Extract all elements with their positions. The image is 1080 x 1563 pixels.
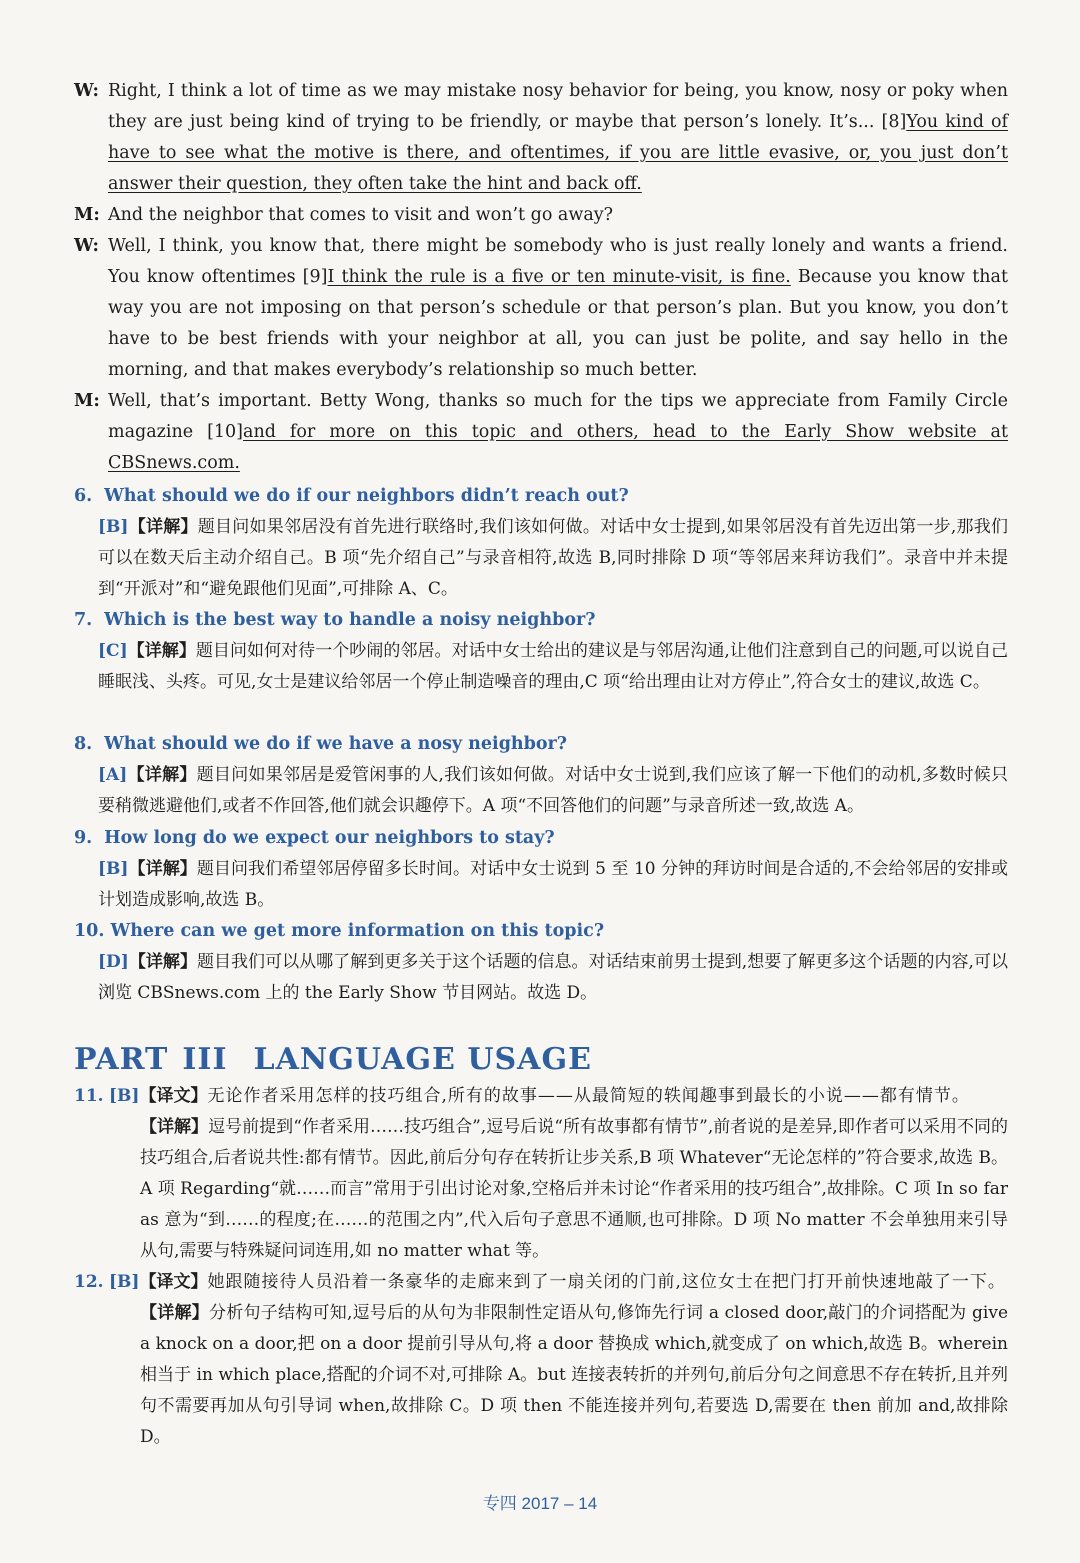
question-block [74, 916, 1008, 1009]
question-block [74, 823, 1008, 916]
exercise-detail: 【详解】分析句子结构可知,逗号后的从句为非限制性定语从句,修饰先行词 a closed door,敲门的介词搭配为 give a knock on a door,把 on a door 提前引导从句,将 a door 替换成 which,就变成了 on which,故选 B。wherein 相当于 in which place,搭配的介词不对,可排除 A。but 连接表转折的并列句,前后分句之间意思不存在转折,且并列句不需要再加从句引导词 when,故排除 C。D 项 then 不能连接并列句,若要选 D,需要在 then 前加 and,故排除 D。 [140, 1303, 1009, 1447]
underlined-answer: I think the rule is a five or ten minute-visit, is fine. [327, 267, 791, 287]
section-heading: PART III LANGUAGE USAGE [74, 1042, 592, 1077]
dialogue-turn [74, 200, 1008, 231]
exercise-block [74, 1081, 1008, 1267]
underlined-answer: You kind of have to see what the motive is there, and oftentimes, if you are little evasive, or, you just don’t answer their question, they often take the hint and back off. [108, 112, 1008, 194]
answer-explanation: [B]【详解】题目问如果邻居没有首先进行联络时,我们该如何做。对话中女士提到,如果邻居没有首先迈出第一步,那我们可以在数天后主动介绍自己。B 项“先介绍自己”与录音相符,故选 B,同时排除 D 项“等邻居来拜访我们”。录音中并未提到“开派对”和“避免跟他们见面”,可排除 A、C。 [98, 517, 1009, 599]
question-block [74, 481, 1008, 605]
exercise-translation: 12. [B]【译文】她跟随接待人员沿着一条豪华的走廊来到了一扇关闭的门前,这位女士在把门打开前快速地敲了一下。 [74, 1272, 1006, 1292]
answer-explanation: [D]【详解】题目我们可以从哪了解到更多关于这个话题的信息。对话结束前男士提到,想要了解更多这个话题的内容,可以浏览 CBSnews.com 上的 the Early Show 节目网站。故选 D。 [98, 952, 1009, 1003]
question-title: 6. What should we do if our neighbors didn’t reach out? [74, 486, 629, 506]
answer-explanation: [A]【详解】题目问如果邻居是爱管闲事的人,我们该如何做。对话中女士说到,我们应该了解一下他们的动机,多数时候只要稍微逃避他们,或者不作回答,他们就会识趣停下。A 项“不回答他们的问题”与录音所述一致,故选 A。 [98, 765, 1008, 816]
speaker: W: [74, 236, 99, 256]
exercise-translation: 11. [B]【译文】无论作者采用怎样的技巧组合,所有的故事——从最简短的轶闻趣事到最长的小说——都有情节。 [74, 1086, 970, 1106]
dialogue [74, 76, 1008, 479]
exercise-detail: 【详解】逗号前提到“作者采用……技巧组合”,逗号后说“所有故事都有情节”,前者说的是差异,即作者可以采用不同的技巧组合,后者说共性:都有情节。因此,前后分句存在转折让步关系,B 项 Whatever“无论怎样的”符合要求,故选 B。A 项 Regarding“就……而言”常用于引出讨论对象,空格后并未讨论“作者采用的技巧组合”,故排除。C 项 In so far as 意为“到……的程度;在……的范围之内”,代入后句子意思不通顺,也可排除。D 项 No matter 不会单独用来引导从句,需要与特殊疑问词连用,如 no matter what 等。 [140, 1117, 1009, 1261]
answer-explanation: [C]【详解】题目问如何对待一个吵闹的邻居。对话中女士给出的建议是与邻居沟通,让他们注意到自己的问题,可以说自己睡眠浅、头疼。可见,女士是建议给邻居一个停止制造噪音的理由,C 项“给出理由让对方停止”,符合女士的建议,故选 C。 [98, 641, 1009, 692]
utterance: Well, I think, you know that, there might be somebody who is just really lonely and wants a friend. You know oftentimes [9]I think the rule is a five or ten minute-visit, is fine. Because you know that way you are not imposing on that person’s schedule or that person’s plan. But you know, you don’t have to be best friends with your neighbor at all, you can just be polite, and say hello in the morning, and that makes everybody’s relationship so much better. [108, 236, 1008, 380]
dialogue-turn [74, 231, 1008, 386]
speaker: M: [74, 391, 100, 411]
dialogue-turn [74, 386, 1008, 479]
speaker: M: [74, 205, 100, 225]
question-title: 10. Where can we get more information on this topic? [74, 921, 605, 941]
underlined-answer: and for more on this topic and others, head to the Early Show website at CBSnews.com. [108, 422, 1008, 473]
question-title: 8. What should we do if we have a nosy neighbor? [74, 734, 568, 754]
page-footer: 专四 2017 – 14 [482, 1494, 598, 1513]
question-title: 7. Which is the best way to handle a noisy neighbor? [74, 610, 596, 630]
dialogue-turn [74, 76, 1008, 200]
question-block [74, 605, 1008, 698]
utterance: Right, I think a lot of time as we may mistake nosy behavior for being, you know, nosy or poky when they are just being kind of trying to be friendly, or maybe that person’s lonely. It’s... [8]You kind of have to see what the motive is there, and oftentimes, if you are little evasive, or, you just don’t answer their question, they often take the hint and back off. [108, 81, 1008, 194]
answer-explanation: [B]【详解】题目问我们希望邻居停留多长时间。对话中女士说到 5 至 10 分钟的拜访时间是合适的,不会给邻居的安排或计划造成影响,故选 B。 [98, 859, 1009, 910]
utterance: Well, that’s important. Betty Wong, thanks so much for the tips we appreciate from Family Circle magazine [10]and for more on this topic and others, head to the Early Show website at CBSnews.com. [108, 391, 1008, 473]
question-block [74, 729, 1008, 822]
utterance: And the neighbor that comes to visit and won’t go away? [108, 205, 614, 225]
speaker: W: [74, 81, 99, 101]
exercise-block [74, 1267, 1008, 1453]
question-title: 9. How long do we expect our neighbors to stay? [74, 828, 555, 848]
